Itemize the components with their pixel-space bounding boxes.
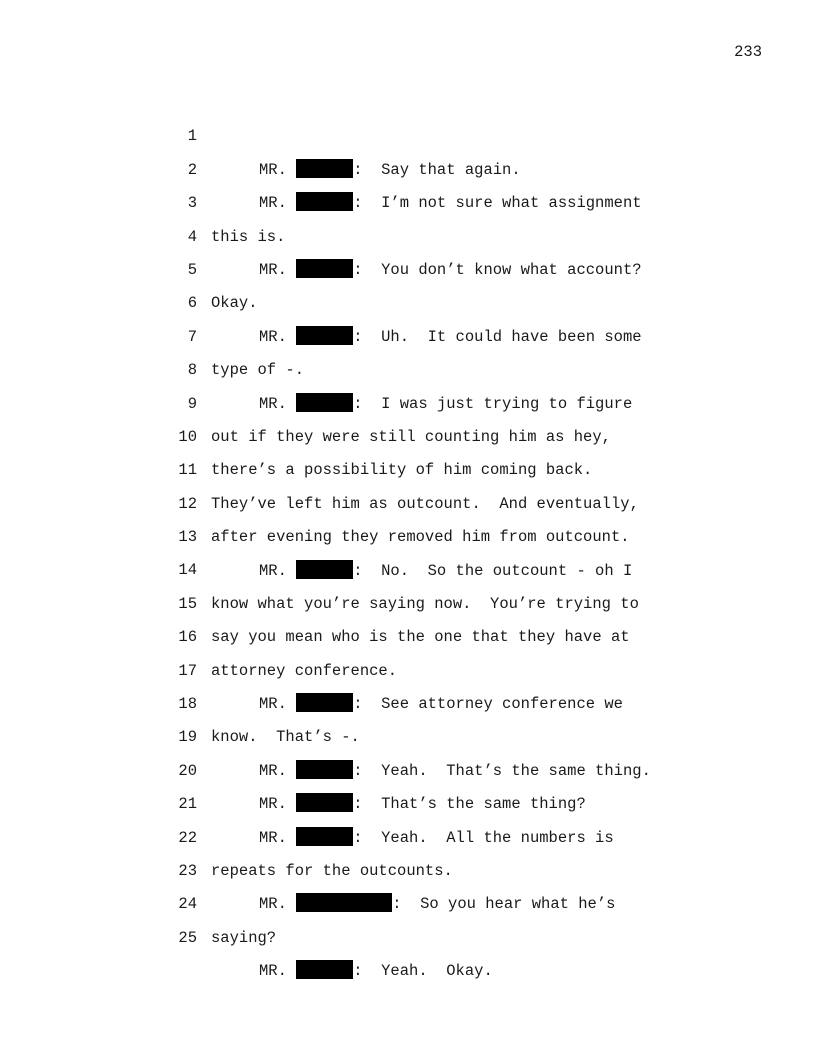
speaker-prefix: MR. bbox=[259, 828, 297, 847]
speaker-prefix: MR. bbox=[259, 327, 297, 346]
continuation-text: type of -. bbox=[211, 361, 305, 380]
line-number: 14 bbox=[178, 561, 197, 580]
continuation-text: repeats for the outcounts. bbox=[211, 862, 453, 881]
line-number: 11 bbox=[178, 461, 197, 480]
line-number: 16 bbox=[178, 628, 197, 647]
continuation-text: this is. bbox=[211, 227, 286, 246]
line-number: 7 bbox=[187, 327, 197, 346]
redaction-box bbox=[296, 960, 353, 979]
line-number: 24 bbox=[178, 895, 197, 914]
continuation-text: there’s a possibility of him coming back. bbox=[211, 461, 593, 480]
speaker-prefix: MR. bbox=[259, 895, 297, 914]
line-number: 23 bbox=[178, 862, 197, 880]
speaker-prefix: MR. bbox=[259, 160, 297, 179]
speaker-prefix: MR. bbox=[259, 260, 297, 279]
line-number: 2 bbox=[187, 160, 197, 179]
transcript-line bbox=[0, 87, 816, 179]
line-number: 20 bbox=[178, 761, 197, 780]
continuation-text: attorney conference. bbox=[211, 661, 398, 680]
speech-text: : See attorney conference we bbox=[353, 695, 623, 714]
line-number: 19 bbox=[178, 728, 197, 747]
speech-text: : That’s the same thing? bbox=[353, 795, 586, 814]
line-number: 21 bbox=[178, 795, 197, 814]
speech-text: : Yeah. Okay. bbox=[353, 962, 493, 981]
line-number: 6 bbox=[187, 294, 197, 313]
speech-text: : I was just trying to figure bbox=[353, 394, 633, 413]
line-number: 4 bbox=[187, 227, 197, 246]
continuation-text: know what you’re saying now. You’re trying to bbox=[211, 594, 639, 613]
line-number: 17 bbox=[178, 661, 197, 680]
line-number: 3 bbox=[187, 194, 197, 213]
transcript-body bbox=[0, 87, 816, 981]
speaker-prefix: MR. bbox=[259, 561, 297, 580]
continuation-text: Okay. bbox=[211, 294, 258, 313]
continuation-text: saying? bbox=[211, 928, 277, 947]
continuation-text: say you mean who is the one that they have at bbox=[211, 628, 630, 647]
speech-text: : So you hear what he’s bbox=[392, 895, 616, 914]
line-number: 1 bbox=[187, 127, 197, 146]
continuation-text: They’ve left him as outcount. And eventually, bbox=[211, 494, 639, 513]
speech-text: : Yeah. That’s the same thing. bbox=[353, 761, 651, 780]
speaker-prefix: MR. bbox=[259, 962, 297, 981]
line-number: 12 bbox=[178, 494, 197, 513]
line-number: 15 bbox=[178, 594, 197, 613]
speech-text: : I’m not sure what assignment bbox=[353, 194, 642, 213]
line-number: 8 bbox=[187, 361, 197, 380]
speaker-prefix: MR. bbox=[259, 761, 297, 780]
speaker-prefix: MR. bbox=[259, 795, 297, 814]
line-number: 10 bbox=[178, 427, 197, 446]
line-number: 9 bbox=[187, 394, 197, 413]
speaker-prefix: MR. bbox=[259, 394, 297, 413]
page-number: 233 bbox=[734, 43, 762, 61]
continuation-text: after evening they removed him from outcount. bbox=[211, 528, 630, 547]
line-number: 5 bbox=[187, 260, 197, 279]
speech-text: : No. So the outcount - oh I bbox=[353, 561, 633, 580]
speaker-prefix: MR. bbox=[259, 194, 297, 213]
speech-text: : You don’t know what account? bbox=[353, 260, 642, 279]
line-number: 13 bbox=[178, 528, 197, 547]
speech-text: : Yeah. All the numbers is bbox=[353, 828, 614, 847]
continuation-text: out if they were still counting him as hey, bbox=[211, 427, 611, 446]
line-number: 18 bbox=[178, 695, 197, 714]
speech-text: : Say that again. bbox=[353, 160, 521, 179]
continuation-text: know. That’s -. bbox=[211, 728, 360, 747]
speaker-line bbox=[259, 955, 493, 988]
line-number: 22 bbox=[178, 828, 197, 847]
speaker-prefix: MR. bbox=[259, 695, 297, 714]
line-number: 25 bbox=[178, 928, 197, 947]
speech-text: : Uh. It could have been some bbox=[353, 327, 642, 346]
